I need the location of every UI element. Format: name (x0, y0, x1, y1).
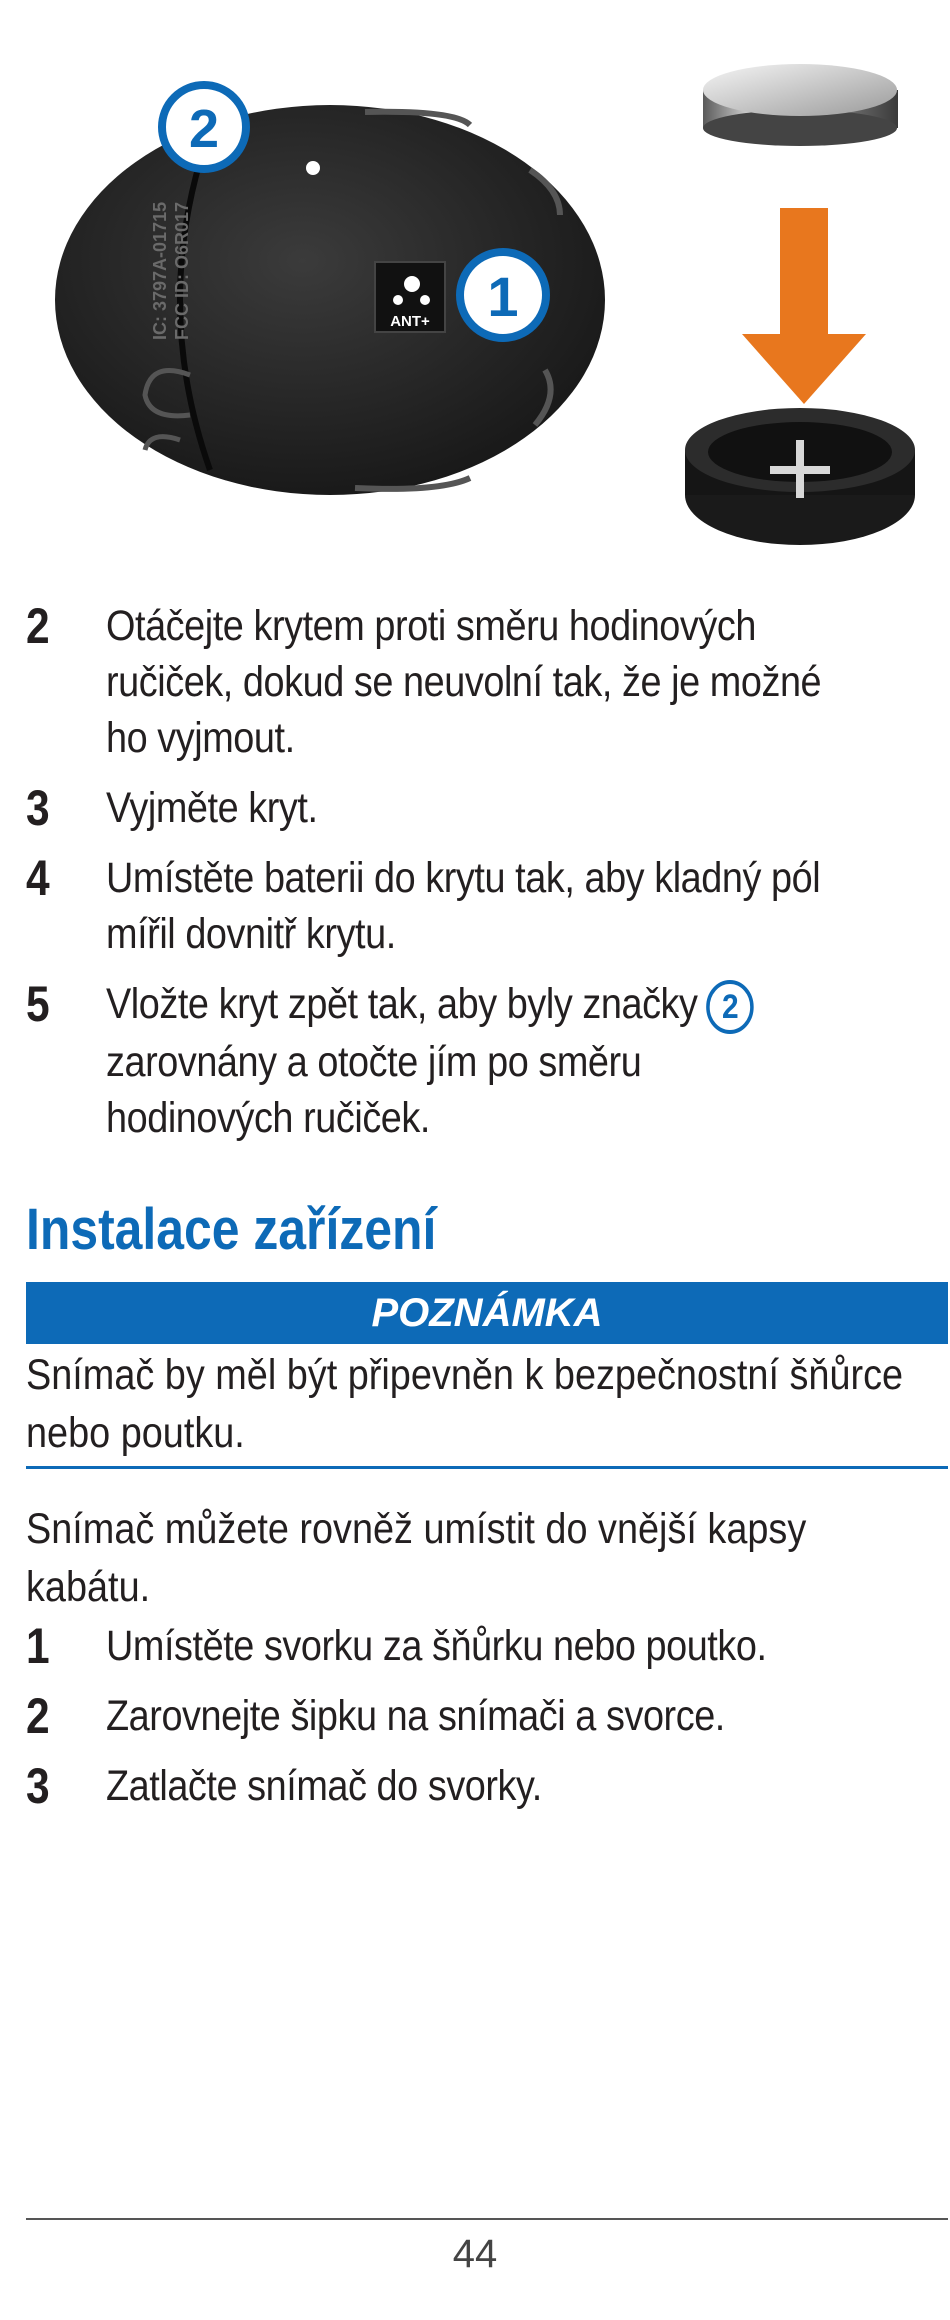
step-text: Vyjměte kryt. (106, 784, 318, 832)
step-text-after: zarovnány a otočte jím po směru hodinových ručiček. (106, 1037, 642, 1142)
footer-divider (26, 2218, 948, 2220)
ant-label: ANT+ (390, 313, 430, 330)
step-number: 5 (26, 976, 50, 1032)
list-item (26, 598, 926, 766)
callout-1-label: 1 (487, 265, 519, 328)
list-item (26, 976, 926, 1146)
step-number: 2 (26, 1688, 50, 1744)
battery-cover-icon (685, 408, 915, 545)
step-number: 4 (26, 850, 50, 906)
step-text: Umístěte baterii do krytu tak, aby kladný pól mířil dovnitř krytu. (106, 854, 821, 958)
coin-battery-icon (703, 64, 898, 146)
step-text: Umístěte svorku za šňůrku nebo poutko. (106, 1622, 767, 1670)
section-heading: Instalace zařízení (26, 1197, 437, 1262)
battery-replacement-figure (0, 0, 950, 560)
callout-2-badge-icon: 2 (706, 980, 754, 1034)
note-divider (26, 1466, 948, 1469)
ic-label: IC: 3797A-01715 (150, 201, 170, 340)
list-item (26, 850, 926, 962)
body-paragraph: Snímač můžete rovněž umístit do vnější kapsy kabátu. (26, 1505, 807, 1611)
fcc-label: FCC ID: O6R017 (172, 201, 192, 340)
step-text-before: Vložte kryt zpět tak, aby byly značky (106, 980, 698, 1028)
list-item (26, 1688, 926, 1744)
step-text: Zarovnejte šipku na snímači a svorce. (106, 1692, 725, 1740)
step-number: 3 (26, 780, 50, 836)
step-number: 2 (26, 598, 50, 654)
steps-list-install (26, 1618, 926, 1828)
step-text (106, 976, 828, 1146)
callout-2-label: 2 (188, 99, 220, 159)
steps-list-battery (26, 598, 926, 1160)
note-banner: POZNÁMKA (26, 1282, 948, 1344)
list-item (26, 1618, 926, 1674)
step-text: Zatlačte snímač do svorky. (106, 1762, 542, 1810)
arrow-down-icon (742, 208, 866, 404)
list-item (26, 780, 926, 836)
callout-2-icon (162, 85, 246, 169)
page-number: 44 (452, 2232, 498, 2276)
step-number: 1 (26, 1618, 50, 1674)
step-text: Otáčejte krytem proti směru hodinových ručiček, dokud se neuvolní tak, že je možné ho vyjmout. (106, 602, 822, 762)
step-number: 3 (26, 1758, 50, 1814)
note-text: Snímač by měl být připevněn k bezpečnostní šňůrce nebo poutku. (26, 1351, 904, 1457)
list-item (26, 1758, 926, 1814)
callout-1-icon (460, 252, 546, 338)
